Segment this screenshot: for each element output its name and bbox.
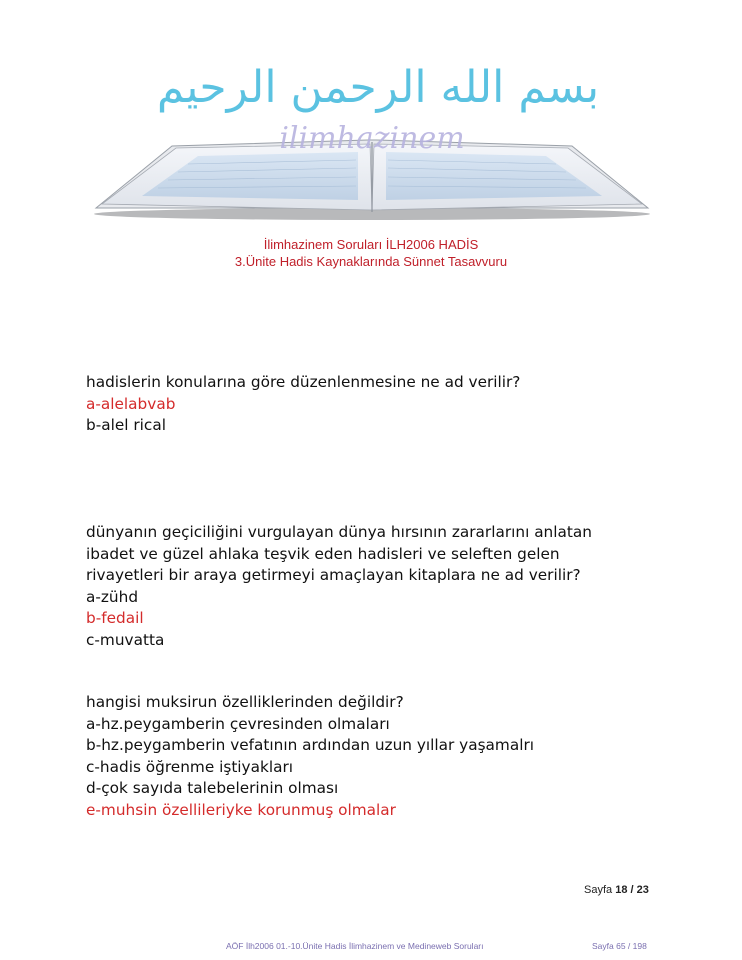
answer-option: a-hz.peygamberin çevresinden olmaları xyxy=(86,714,390,733)
answer-option: b-alel rical xyxy=(86,416,166,434)
answer-option: a-zühd xyxy=(86,587,139,606)
page-total: 23 xyxy=(636,884,649,896)
answer-option-correct: e-muhsin özellileriyke korunmuş olmalar xyxy=(86,800,396,819)
question-text: ibadet ve güzel ahlaka teşvik eden hadisleri ve seleften gelen xyxy=(86,544,560,563)
header-banner xyxy=(88,40,656,220)
page-separator: / xyxy=(630,884,634,896)
answer-option: c-hadis öğrenme iştiyakları xyxy=(86,757,294,776)
open-book-illustration xyxy=(88,40,656,220)
question-text: hadislerin konularına göre düzenlenmesine ne ad verilir? xyxy=(86,373,521,391)
answer-option-correct: a-alelabvab xyxy=(86,394,176,413)
title-line-2: 3.Ünite Hadis Kaynaklarında Sünnet Tasavvuru xyxy=(234,254,508,269)
question-text: dünyanın geçiciliğini vurgulayan dünya hırsının zararlarını anlatan xyxy=(86,523,592,541)
question-3 xyxy=(86,692,534,821)
answer-option: d-çok sayıda talebelerinin olması xyxy=(86,779,339,797)
question-text: rivayetleri bir araya getirmeyi amaçlayan kitaplara ne ad verilir? xyxy=(86,566,581,584)
document-title xyxy=(0,236,742,270)
title-line-1: İlimhazinem Soruları İLH2006 HADİS xyxy=(263,237,479,252)
page-current: 18 xyxy=(615,884,628,896)
question-2 xyxy=(86,522,592,651)
page-number xyxy=(584,884,649,896)
footer-left: AÖF İlh2006 01.-10.Ünite Hadis İlimhazinem ve Medineweb Soruları xyxy=(226,941,484,951)
bismillah-calligraphy: بسم الله الرحمن الرحيم xyxy=(156,62,600,113)
question-1 xyxy=(86,372,520,437)
footer-right: Sayfa 65 / 198 xyxy=(592,941,647,951)
page-prefix: Sayfa xyxy=(584,884,613,896)
answer-option-correct: b-fedail xyxy=(86,609,144,627)
question-text: hangisi muksirun özelliklerinden değildir? xyxy=(86,693,404,711)
answer-option: b-hz.peygamberin vefatının ardından uzun yıllar yaşamalrı xyxy=(86,736,534,754)
answer-option: c-muvatta xyxy=(86,630,165,649)
watermark-text: ilimhazinem xyxy=(279,121,465,156)
